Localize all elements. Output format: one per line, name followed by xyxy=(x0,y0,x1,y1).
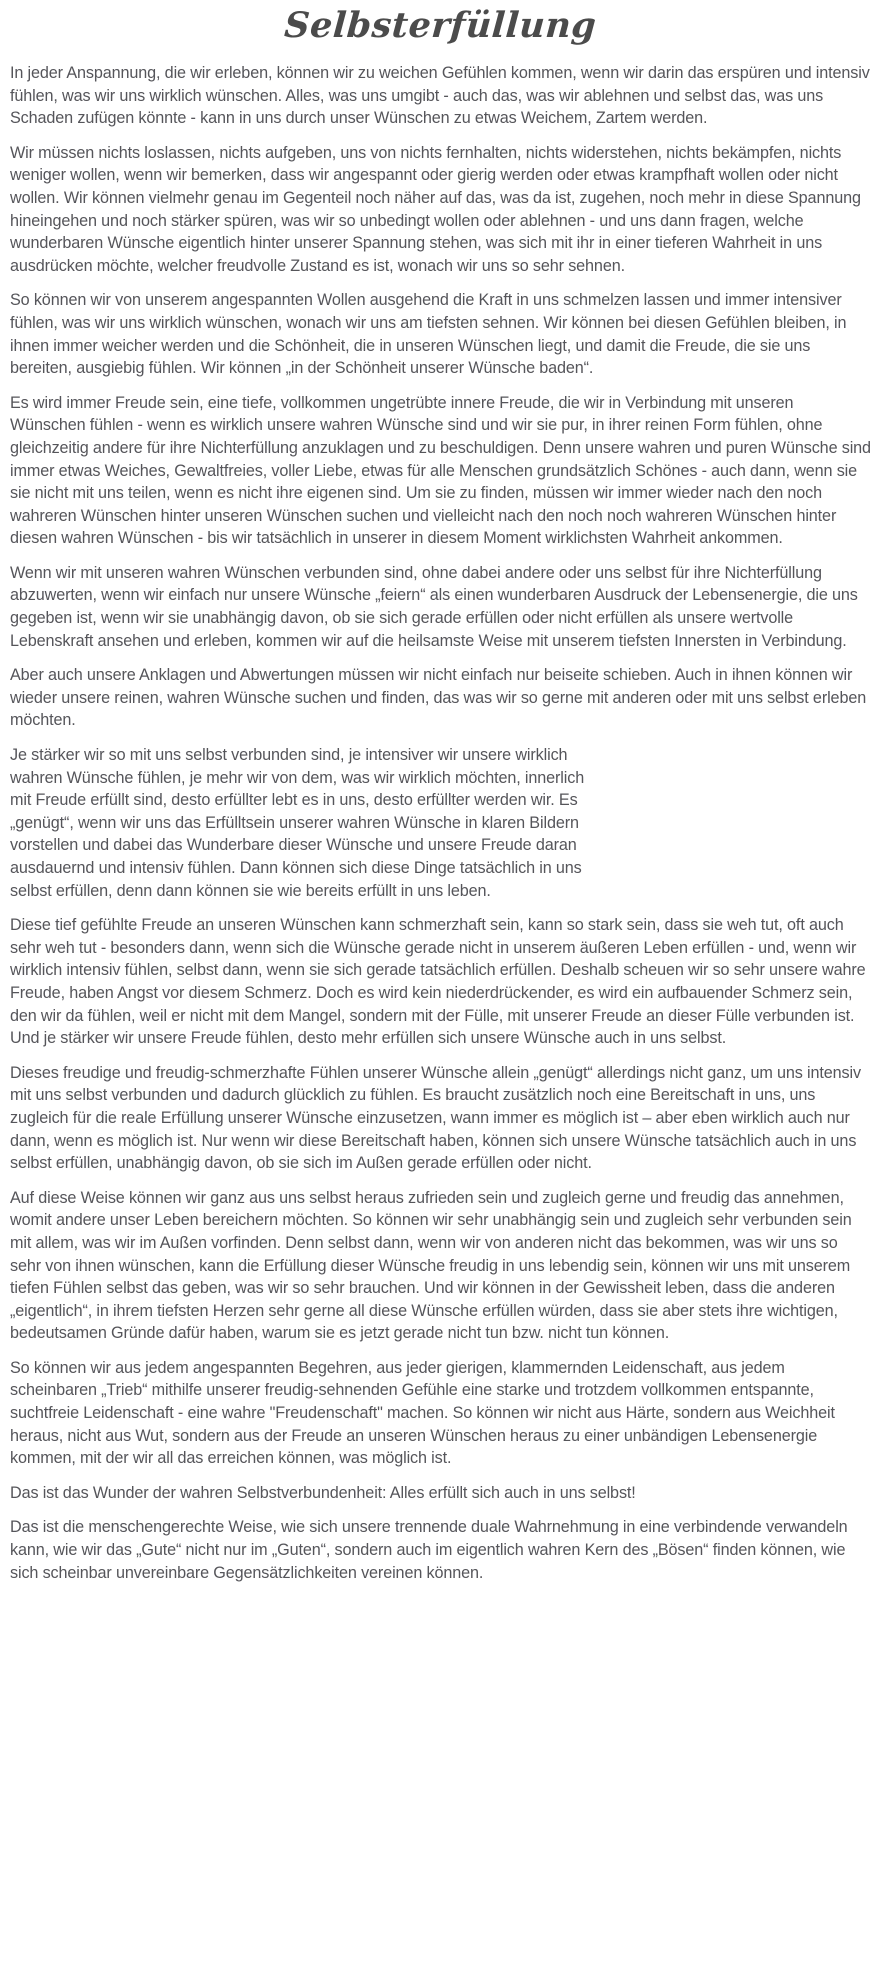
paragraph-3: So können wir von unserem angespannten Wollen ausgehend die Kraft in uns schmelzen lassen und immer intensiver fühlen, was wir uns wirklich wünschen, wonach wir uns am tiefsten sehnen. Wir können bei diesen Gefühlen bleiben, in ihnen immer weicher werden und die Schönheit, die in unseren Wünschen liegt, und damit die Freude, die sie uns bereiten, ausgiebig fühlen. Wir können „in der Schönheit unserer Wünsche baden“. xyxy=(10,291,847,378)
paragraph-13: Das ist die menschengerechte Weise, wie sich unsere trennende duale Wahrnehmung in eine verbindende verwandeln kann, wie wir das „Gute“ nicht nur im „Guten“, sondern auch im eigentlich wahren Kern des „Bösen“ finden können, wie sich scheinbar unvereinbare Gegensätzlichkeiten vereinen können. xyxy=(10,1518,848,1582)
paragraph-1: In jeder Anspannung, die wir erleben, können wir zu weichen Gefühlen kommen, wenn wir darin das erspüren und intensiv fühlen, was wir uns wirklich wünschen. Alles, was uns umgibt - auch das, was wir ablehnen und selbst das, was uns Schaden zufügen könnte - kann in uns durch unser Wünschen zu etwas Weichem, Zartem werden. xyxy=(10,64,870,128)
paragraph-7: Je stärker wir so mit uns selbst verbunden sind, je intensiver wir unsere wirklich wahren Wünsche fühlen, je mehr wir von dem, was wir wirklich möchten, innerlich mit Freude erfüllt sind, desto erfüllter lebt es in uns, desto erfüllter werden wir. Es „genügt“, wenn wir uns das Erfülltsein unserer wahren Wünsche in klaren Bildern vorstellen und dabei das Wunderbare dieser Wünsche und unsere Freude daran ausdauernd und intensiv fühlen. Dann können sich diese Dinge tatsächlich in uns selbst erfüllen, denn dann können sie wie bereits erfüllt in uns leben. xyxy=(10,746,585,900)
paragraph-2: Wir müssen nichts loslassen, nichts aufgeben, uns von nichts fernhalten, nichts widerstehen, nichts bekämpfen, nichts weniger wollen, wenn wir bemerken, dass wir angespannt oder gierig werden oder etwas krampfhaft wollen oder nicht wollen. Wir können vielmehr genau im Gegenteil noch näher auf das, was da ist, zugehen, noch mehr in diese Spannung hineingehen und noch stärker spüren, was wir so unbedingt wollen oder ablehnen - und uns dann fragen, welche wunderbaren Wünsche eigentlich hinter unserer Spannung stehen, was sich mit ihr in einer tieferen Wahrheit in uns ausdrücken möchte, welcher freudvolle Zustand es ist, wonach wir uns so sehr sehnen. xyxy=(10,143,861,275)
paragraph-5: Wenn wir mit unseren wahren Wünschen verbunden sind, ohne dabei andere oder uns selbst für ihre Nichterfüllung abzuwerten, wenn wir einfach nur unsere Wünsche „feiern“ als einen wunderbaren Ausdruck der Lebensenergie, die uns gegeben ist, wenn wir sie unabhängig davon, ob sie sich gerade erfüllen oder nicht erfüllen als unsere wertvolle Lebenskraft ansehen und erleben, kommen wir auf die heilsamste Weise mit unserem tiefsten Innersten in Verbindung. xyxy=(10,563,858,650)
paragraph-12: Das ist das Wunder der wahren Selbstverbundenheit: Alles erfüllt sich auch in uns selbst! xyxy=(10,1483,636,1502)
paragraph-10: Auf diese Weise können wir ganz aus uns selbst heraus zufrieden sein und zugleich gerne und freudig das annehmen, womit andere unser Leben bereichern möchten. So können wir sehr unabhängig sein und zugleich sehr verbunden sein mit allem, was wir im Außen vorfinden. Denn selbst dann, wenn wir von anderen nicht das bekommen, was wir uns so sehr von ihnen wünschen, kann die Erfüllung dieser Wünsche freudig in uns lebendig sein, können wir uns mit unserem tiefen Fühlen selbst das geben, was wir so sehr brauchen. Und wir können in der Gewissheit leben, dass die anderen „eigentlich“, in ihrem tiefsten Herzen sehr gerne all diese Wünsche erfüllen würden, dass sie aber stets ihre wichtigen, bedeutsamen Gründe dafür haben, warum sie es jetzt gerade nicht tun bzw. nicht tun können. xyxy=(10,1188,852,1343)
paragraph-9: Dieses freudige und freudig-schmerzhafte Fühlen unserer Wünsche allein „genügt“ allerdings nicht ganz, um uns intensiv mit uns selbst verbunden und dadurch glücklich zu fühlen. Es braucht zusätzlich noch eine Bereitschaft in uns, uns zugleich für die reale Erfüllung unserer Wünsche einzusetzen, wann immer es möglich ist – aber eben wirklich auch nur dann, wenn es möglich ist. Nur wenn wir diese Bereitschaft haben, können sich unsere Wünsche tatsächlich auch in uns selbst erfüllen, unabhängig davon, ob sie sich im Außen gerade erfüllen oder nicht. xyxy=(10,1063,861,1173)
paragraph-11: So können wir aus jedem angespannten Begehren, aus jeder gierigen, klammernden Leidenschaft, aus jedem scheinbaren „Trieb“ mithilfe unserer freudig-sehnenden Gefühle eine starke und trotzdem vollkommen entspannte, suchtfreie Leidenschaft - eine wahre "Freudenschaft" machen. So können wir nicht aus Härte, sondern aus Weichheit heraus, nicht aus Wut, sondern aus der Freude an unseren Wünschen heraus zu einer unbändigen Lebensenergie kommen, mit der wir all das erreichen können, was möglich ist. xyxy=(10,1358,835,1468)
page-title: Selbsterfüllung xyxy=(283,5,598,46)
paragraph-4: Es wird immer Freude sein, eine tiefe, vollkommen ungetrübte innere Freude, die wir in Verbindung mit unseren Wünschen fühlen - wenn es wirklich unsere wahren Wünsche sind und wir sie pur, in ihrer reinen Form fühlen, ohne gleichzeitig andere für ihre Nichterfüllung anzuklagen und zu beschuldigen. Denn unsere wahren und puren Wünsche sind immer etwas Weiches, Gewaltfreies, voller Liebe, etwas für alle Menschen grundsätzlich Schönes - auch dann, wenn sie sie nicht mit uns teilen, wenn es nicht ihre eigenen sind. Um sie zu finden, müssen wir immer wieder nach den noch wahreren Wünschen hinter unseren Wünschen suchen und vielleicht nach den noch noch wahreren Wünschen hinter diesen wahren Wünschen - bis wir tatsächlich in unserer in diesem Moment wirklichsten Wahrheit ankommen. xyxy=(10,393,871,548)
paragraph-8: Diese tief gefühlte Freude an unseren Wünschen kann schmerzhaft sein, kann so stark sein, dass sie weh tut, oft auch sehr weh tut - besonders dann, wenn sich die Wünsche gerade nicht in unserem äußeren Leben erfüllen - und, wenn wir wirklich intensiv fühlen, selbst dann, wenn sie sich gerade tatsächlich erfüllen. Deshalb scheuen wir so sehr unsere wahre Freude, haben Angst vor diesem Schmerz. Doch es wird kein niederdrückender, es wird ein aufbauender Schmerz sein, den wir da fühlen, weil er nicht mit dem Mangel, sondern mit der Fülle, mit unserer Freude an dieser Fülle verbunden ist. Und je stärker wir unsere Freude fühlen, desto mehr erfüllen sich unsere Wünsche auch in uns selbst. xyxy=(10,916,866,1048)
paragraph-6: Aber auch unsere Anklagen und Abwertungen müssen wir nicht einfach nur beiseite schieben. Auch in ihnen können wir wieder unsere reinen, wahren Wünsche suchen und finden, das was wir so gerne mit anderen oder mit uns selbst erleben möchten. xyxy=(10,666,867,730)
article-body xyxy=(10,62,871,1584)
